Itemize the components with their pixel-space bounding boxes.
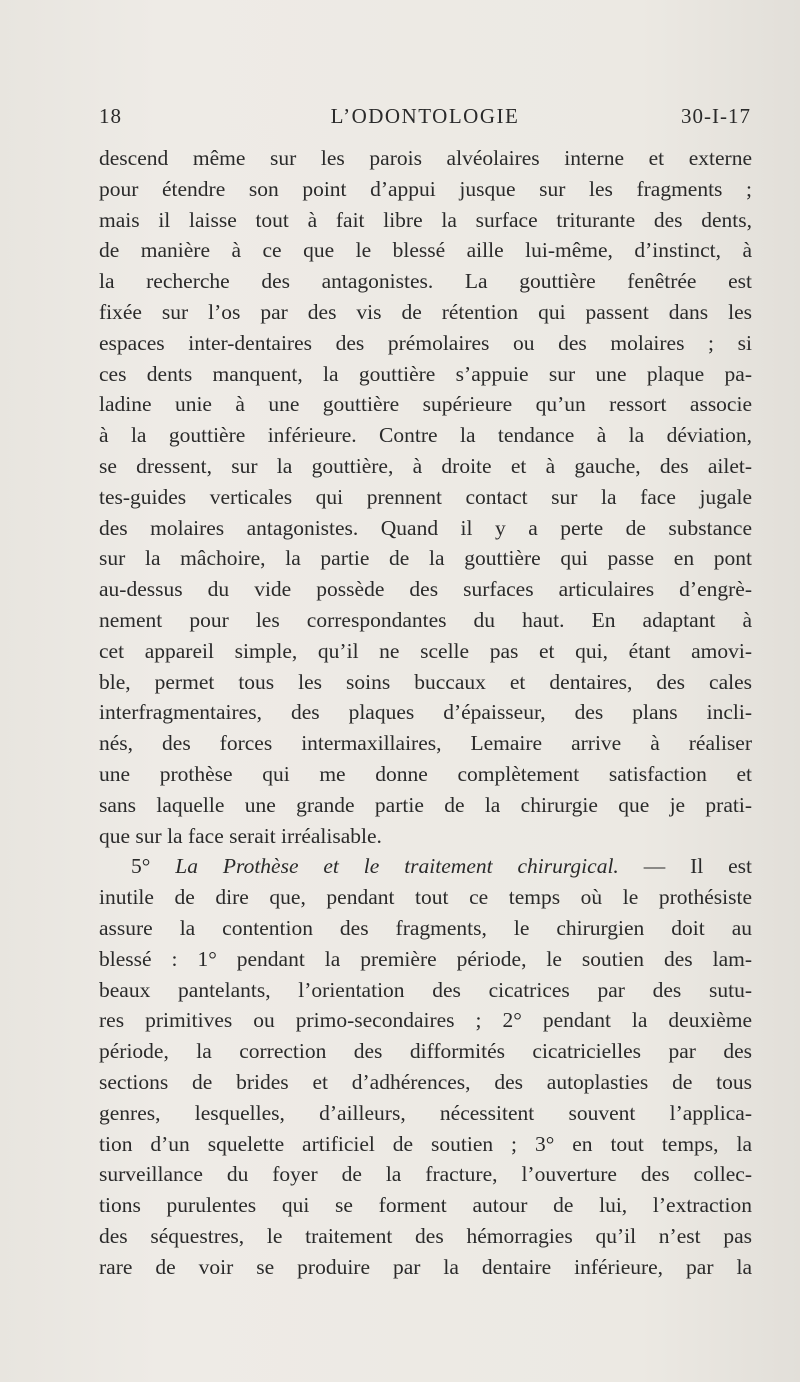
text-line: cet appareil simple, qu’il ne scelle pas et qui, étant amovi- xyxy=(99,638,752,663)
text-line: ladine unie à une gouttière supérieure qu’un ressort associe xyxy=(99,392,752,417)
text-line: sur la mâchoire, la partie de la gouttière qui passe en pont xyxy=(99,546,752,571)
text-line: rare de voir se produire par la dentaire inférieure, par la xyxy=(99,1254,752,1279)
issue-date: 30-I-17 xyxy=(681,104,751,128)
text-line: au-dessus du vide possède des surfaces articulaires d’engrè- xyxy=(99,577,752,602)
text-line: de manière à ce que le blessé aille lui-même, d’instinct, à xyxy=(99,238,752,263)
text-line: une prothèse qui me donne complètement satisfaction et xyxy=(99,761,752,786)
text-line: descend même sur les parois alvéolaires interne et externe xyxy=(99,146,752,170)
text-line: pour étendre son point d’appui jusque sur les fragments ; xyxy=(99,176,752,201)
text-line: ces dents manquent, la gouttière s’appuie sur une plaque pa- xyxy=(99,361,752,386)
text-line: fixée sur l’os par des vis de rétention qui passent dans les xyxy=(99,299,752,324)
text-line: genres, lesquelles, d’ailleurs, nécessitent souvent l’applica- xyxy=(99,1100,752,1125)
text-line: nement pour les correspondantes du haut. En adaptant à xyxy=(99,607,752,632)
text-line: tions purulentes qui se forment autour de lui, l’extraction xyxy=(99,1193,752,1218)
paragraph-last-line: que sur la face serait irréalisable. xyxy=(99,823,382,848)
section-number: 5° xyxy=(131,854,151,879)
page-header xyxy=(99,104,751,136)
text-line: assure la contention des fragments, le chirurgien doit au xyxy=(99,915,752,940)
text-line: beaux pantelants, l’orientation des cicatrices par des sutu- xyxy=(99,977,752,1002)
text-line: la recherche des antagonistes. La gouttière fenêtrée est xyxy=(99,269,752,294)
running-title: L’ODONTOLOGIE xyxy=(330,104,520,128)
section-title: La Prothèse et le traitement chirurgical. xyxy=(175,854,619,879)
text-line: mais il laisse tout à fait libre la surface triturante des dents, xyxy=(99,207,752,232)
text-line: tion d’un squelette artificiel de soutien ; 3° en tout temps, la xyxy=(99,1131,752,1156)
section-first-line-rest: — Il est xyxy=(643,854,752,879)
text-line: espaces inter-dentaires des prémolaires ou des molaires ; si xyxy=(99,330,752,355)
text-line: nés, des forces intermaxillaires, Lemaire arrive à réaliser xyxy=(99,731,752,756)
text-line: blessé : 1° pendant la première période, le soutien des lam- xyxy=(99,946,752,971)
text-line: des molaires antagonistes. Quand il y a perte de substance xyxy=(99,515,752,540)
text-line: sans laquelle une grande partie de la chirurgie que je prati- xyxy=(99,792,752,817)
text-line: se dressent, sur la gouttière, à droite et à gauche, des ailet- xyxy=(99,453,752,478)
text-line: sections de brides et d’adhérences, des autoplasties de tous xyxy=(99,1069,752,1094)
text-line: ble, permet tous les soins buccaux et dentaires, des cales xyxy=(99,669,752,694)
body-text xyxy=(99,143,752,1282)
text-line: interfragmentaires, des plaques d’épaisseur, des plans incli- xyxy=(99,700,752,725)
text-line: à la gouttière inférieure. Contre la tendance à la déviation, xyxy=(99,423,752,448)
text-line: tes-guides verticales qui prennent contact sur la face jugale xyxy=(99,484,752,509)
text-line: res primitives ou primo-secondaires ; 2° pendant la deuxième xyxy=(99,1008,752,1033)
page-number: 18 xyxy=(99,104,122,128)
text-line: période, la correction des difformités cicatricielles par des xyxy=(99,1039,752,1064)
text-line: des séquestres, le traitement des hémorragies qu’il n’est pas xyxy=(99,1223,752,1248)
section-heading-line xyxy=(99,851,752,882)
text-line: surveillance du foyer de la fracture, l’ouverture des collec- xyxy=(99,1162,752,1187)
text-line: inutile de dire que, pendant tout ce temps où le prothésiste xyxy=(99,885,752,910)
